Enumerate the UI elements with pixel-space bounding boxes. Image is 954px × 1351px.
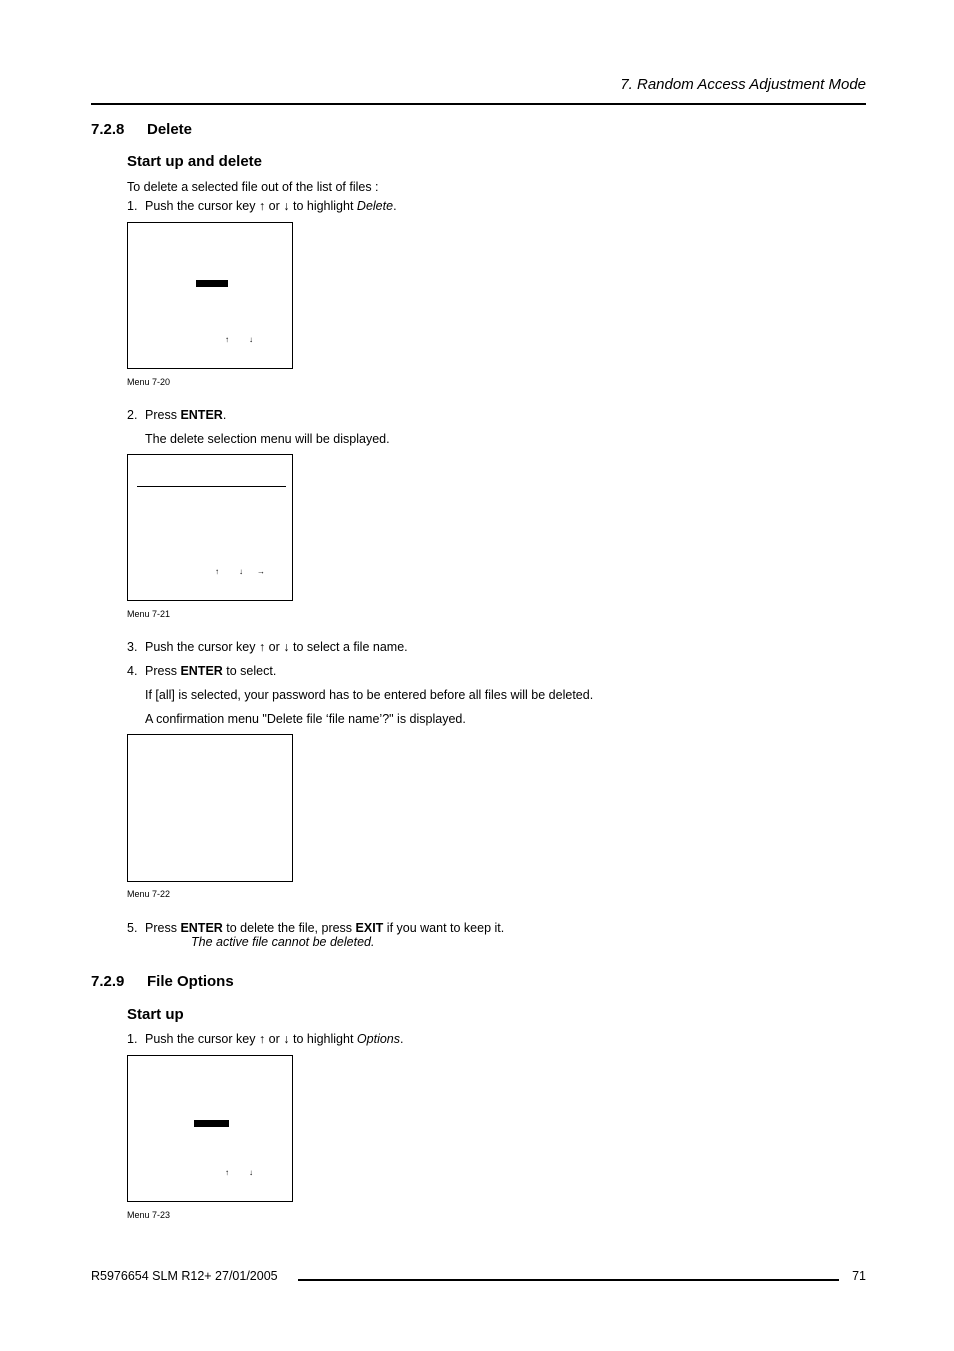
step-number: 1. — [127, 199, 138, 213]
highlight-bar — [194, 1120, 229, 1127]
step-text: Press — [145, 408, 181, 422]
step-text-end: . — [222, 408, 227, 422]
menu-7-22-screen — [127, 734, 293, 882]
section-title: File Options — [147, 973, 234, 990]
highlight-target: Options — [356, 1032, 401, 1046]
step-text-end: if you want to keep it. — [383, 921, 505, 935]
step-text: Press — [145, 921, 181, 935]
footer-page-number: 71 — [852, 1269, 866, 1283]
menu-caption: Menu 7-22 — [127, 889, 171, 899]
menu-7-21-screen — [127, 454, 293, 601]
arrow-up-icon: ↑ — [225, 1168, 229, 1177]
step-text-end: . — [393, 199, 397, 213]
key-name: EXIT — [355, 921, 384, 935]
footer-rule — [298, 1279, 839, 1281]
menu-title-rule — [137, 486, 286, 487]
section-title: Delete — [147, 121, 193, 138]
footer-doc-reference: R5976654 SLM R12+ 27/01/2005 — [91, 1269, 278, 1283]
step-text: Push the cursor key ↑ or ↓ to highlight — [145, 199, 357, 213]
step-2-press-enter — [127, 407, 226, 423]
section-number: 7.2.8 — [91, 121, 125, 138]
menu-caption: Menu 7-21 — [127, 609, 171, 619]
step-4-note-password: If [all] is selected, your password has to be entered before all files will be deleted. — [145, 688, 594, 702]
step-number: 3. — [127, 640, 138, 654]
section-number: 7.2.9 — [91, 973, 125, 990]
arrow-right-icon: → — [257, 567, 265, 576]
step-text: Push the cursor key ↑ or ↓ to select a file name. — [145, 640, 408, 654]
subheading-start-up: Start up — [127, 1006, 184, 1023]
key-name: ENTER — [180, 921, 223, 935]
step-text: Press — [145, 664, 181, 678]
intro-paragraph: To delete a selected file out of the list of files : — [127, 180, 379, 194]
step-number: 2. — [127, 408, 138, 422]
step-text-end: . — [400, 1032, 404, 1046]
key-name: ENTER — [180, 664, 223, 678]
arrow-up-icon: ↑ — [225, 335, 229, 344]
step-text-mid: to delete the file, press — [222, 921, 356, 935]
header-rule — [91, 103, 866, 105]
step-number: 5. — [127, 921, 138, 935]
step-4-press-enter — [127, 663, 276, 679]
arrow-down-icon: ↓ — [249, 1168, 253, 1177]
step-4-note-confirmation: A confirmation menu "Delete file ‘file name’?" is displayed. — [145, 712, 466, 726]
key-name: ENTER — [180, 408, 223, 422]
step-2-note: The delete selection menu will be displayed. — [145, 432, 390, 446]
menu-caption: Menu 7-23 — [127, 1210, 171, 1220]
step-1-options — [127, 1031, 404, 1047]
menu-7-20-screen — [127, 222, 293, 369]
step-1-delete — [127, 198, 397, 214]
arrow-down-icon: ↓ — [239, 567, 243, 576]
arrow-down-icon: ↓ — [249, 335, 253, 344]
section-heading-delete — [91, 121, 192, 138]
step-number: 4. — [127, 664, 138, 678]
step-3-select-file — [127, 639, 408, 655]
chapter-header-title: 7. Random Access Adjustment Mode — [620, 76, 866, 93]
menu-7-23-screen — [127, 1055, 293, 1202]
subheading-start-up-and-delete: Start up and delete — [127, 153, 263, 170]
arrow-up-icon: ↑ — [215, 567, 219, 576]
step-text: Push the cursor key ↑ or ↓ to highlight — [145, 1032, 357, 1046]
highlight-target: Delete — [356, 199, 394, 213]
section-heading-file-options — [91, 973, 234, 990]
highlight-bar — [196, 280, 228, 287]
step-number: 1. — [127, 1032, 138, 1046]
menu-caption: Menu 7-20 — [127, 377, 171, 387]
step-text-end: to select. — [222, 664, 277, 678]
step-5-note: The active file cannot be deleted. — [191, 935, 375, 949]
